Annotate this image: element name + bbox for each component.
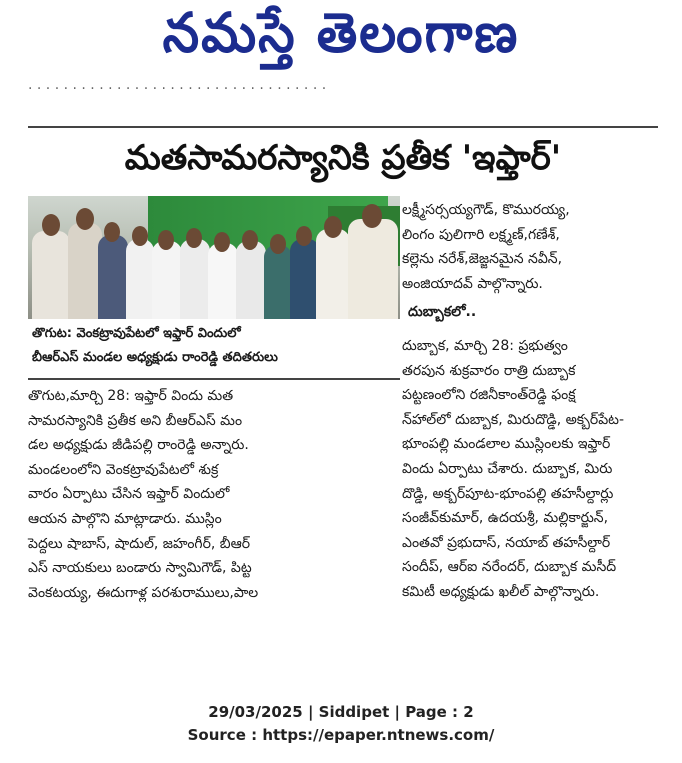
article-column-right-top	[402, 198, 658, 296]
photo-person	[208, 243, 238, 319]
article-line: లింగం పులిగారి లక్ష్మణ్,గణేశ్,	[402, 226, 560, 243]
article-line: దుబ్బాక, మార్చి 28: ప్రభుత్వం	[402, 338, 568, 354]
photo-person	[32, 231, 70, 319]
photo-person-head	[362, 204, 382, 228]
article-line: ఎస్ నాయకులు బండారు స్వామిగౌడ్, పిట్ట	[28, 560, 252, 577]
article-line: మండలంలోని వెంకట్రావుపేటలో శుక్ర	[28, 461, 219, 478]
photo-person-head	[186, 228, 202, 248]
previous-article-cutoff: · · · · · · · · · · · · · · · · · · · · · · · · · · · · · · · · · ·	[28, 81, 327, 97]
article-line: వెంకటయ్య, ఈదుగాళ్ల పరశురాములు,పాల	[28, 584, 259, 601]
article-line: విందు ఏర్పాటు చేశారు. దుబ్బాక, మిరు	[402, 460, 613, 477]
photo-person	[68, 223, 102, 319]
newspaper-logo: నమస్తే తెలంగాణ	[162, 2, 520, 66]
article-subhead: దుబ్బాకలో..	[408, 304, 477, 320]
photo-person-head	[214, 232, 230, 252]
article-column-left	[28, 384, 392, 605]
article-line: తరపున శుక్రవారం రాత్రి దుబ్బాక	[402, 362, 576, 379]
caption-divider	[28, 378, 400, 380]
article-line: కల్లెను నరేశ్,జెజ్జనమైన నవీన్,	[402, 251, 563, 268]
photo-person-head	[158, 230, 174, 250]
article-line: సందీప్, ఆర్ఐ నరేందర్, దుబ్బాక మసీద్	[402, 559, 617, 576]
photo-person-head	[104, 222, 120, 242]
photo-caption-line: బీఆర్ఎస్ మండల అధ్యక్షుడు రాంరెడ్డి తదితరులు	[32, 350, 278, 365]
article-line: వారం ఏర్పాటు చేసిన ఇఫ్తార్ విందులో	[28, 486, 230, 503]
photo-person	[236, 241, 266, 319]
photo-person-head	[296, 226, 312, 246]
article-line: తొగుట,మార్చి 28: ఇఫ్తార్ విందు మత	[28, 388, 234, 404]
article-line: లక్ష్మీసర్సయ్యగౌడ్, కొమురయ్య,	[402, 202, 570, 218]
photo-person	[316, 229, 350, 319]
article-line: పెద్దలు షాబాస్, షాదుల్, జహంగీర్, బీఆర్	[28, 535, 251, 552]
photo-person-head	[42, 214, 60, 236]
article-column-right-bottom	[402, 334, 658, 605]
photo-person	[180, 239, 210, 319]
header-divider	[28, 126, 658, 128]
footer-date-edition: 29/03/2025 | Siddipet | Page : 2	[208, 703, 474, 721]
photo-person	[264, 245, 292, 319]
article-line: అంజియాదవ్ పాల్గొన్నారు.	[402, 275, 543, 292]
article-photo	[28, 196, 400, 319]
photo-person-head	[270, 234, 286, 254]
photo-person	[126, 239, 154, 319]
article-line: భూంపల్లి మండలాల ముస్లింలకు ఇఫ్తార్	[402, 436, 611, 453]
footer-source: Source : https://epaper.ntnews.com/	[187, 726, 495, 744]
photo-person	[152, 241, 182, 319]
masthead	[0, 0, 682, 88]
article-line: ఆయన పాల్గొని మాట్లాడారు. ముస్లిం	[28, 510, 222, 527]
article-line: సామరస్యానికి ప్రతీక అని బీఆర్ఎస్ మం	[28, 412, 243, 429]
photo-person	[98, 235, 128, 319]
article-line: సంజీవ్‌కుమార్, ఉదయశ్రీ, మల్లికార్జున్,	[402, 510, 609, 527]
article-headline: మతసామరస్యానికి ప్రతీక 'ఇఫ్తార్'	[124, 138, 562, 178]
article-line: ఎంతవో ప్రభుదాస్, నయాబ్ తహసీల్దార్	[402, 534, 611, 551]
article-line: కమిటీ అధ్యక్షుడు ఖలీల్ పాల్గొన్నారు.	[402, 583, 600, 600]
photo-caption	[28, 322, 400, 374]
photo-person-head	[242, 230, 258, 250]
article-line: పట్టణంలోని రజినీకాంత్‌రెడ్డి ఫంక్ష	[402, 387, 576, 404]
article-line: డల అధ్యక్షుడు జీడిపల్లి రాంరెడ్డి అన్నారు.	[28, 437, 249, 454]
photo-person	[348, 219, 398, 319]
article-line: న్‌హాల్‌లో దుబ్బాక, మిరుదొడ్డి, అక్బర్‌పేట-	[402, 411, 625, 428]
article-line: దొడ్డి, అక్బర్‌పూట-భూంపల్లి తహసీల్దార్లు	[402, 485, 614, 502]
photo-person-head	[76, 208, 94, 230]
photo-person-head	[132, 226, 148, 246]
photo-person-head	[324, 216, 342, 238]
photo-caption-line: తొగుట: వెంకట్రావుపేటలో ఇఫ్తార్ విందులో	[32, 326, 241, 341]
